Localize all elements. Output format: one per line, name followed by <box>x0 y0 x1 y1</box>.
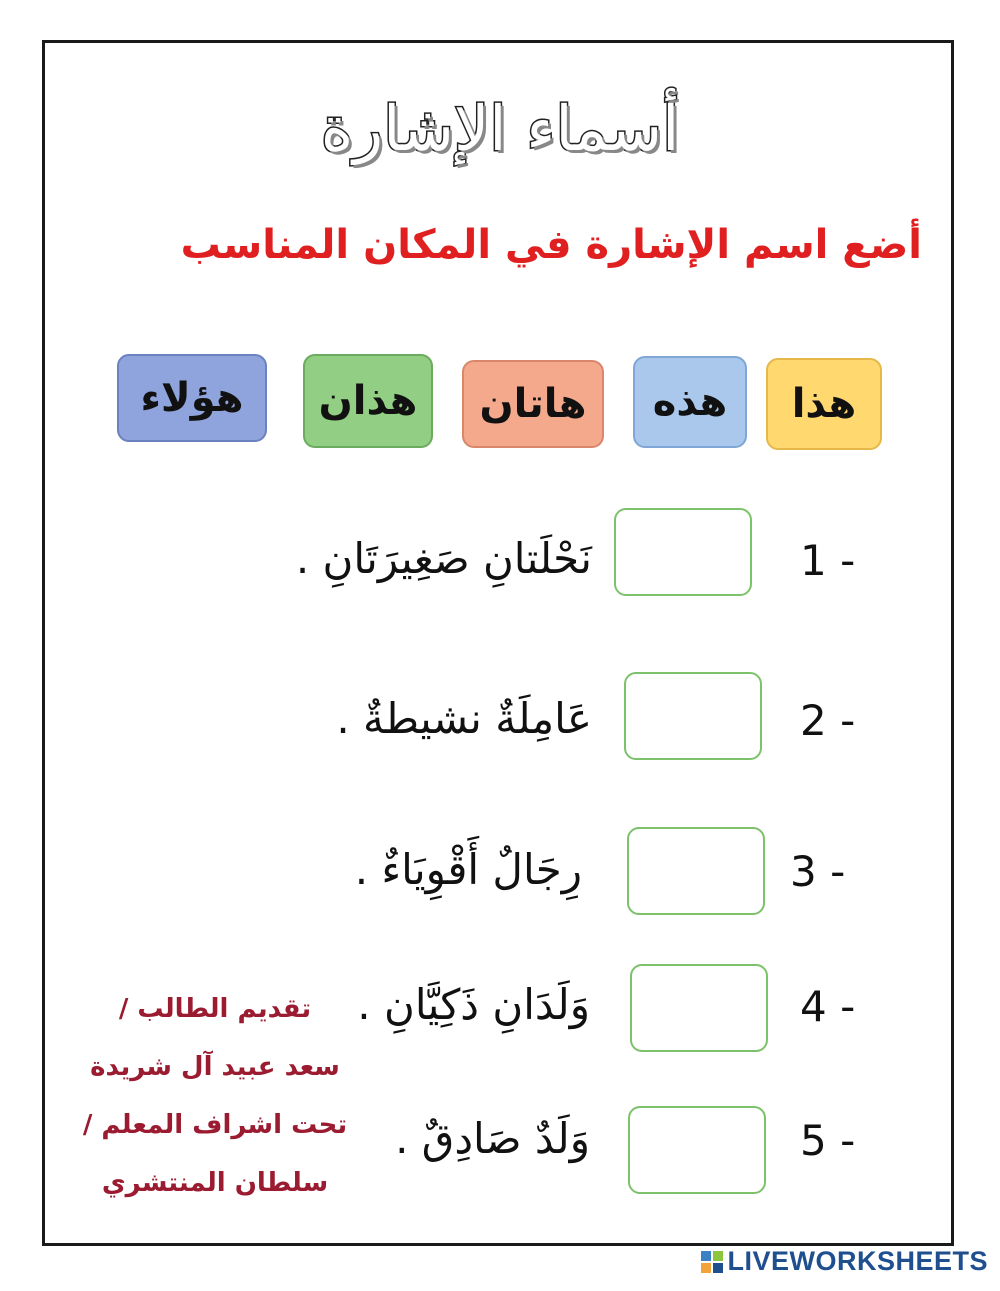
credit-line: تقديم الطالب / <box>118 994 312 1024</box>
brand-name: LIVEWORKSHEETS <box>727 1246 988 1276</box>
question-sentence: نَحْلَتانِ صَغِيرَتَانِ . <box>295 534 592 583</box>
credit-line: سعد عبيد آل شريدة <box>90 1052 340 1082</box>
answer-drop-box-2[interactable] <box>624 672 762 760</box>
credits-block <box>60 980 370 1212</box>
question-row-2 <box>0 672 1000 762</box>
question-number: 5 - <box>800 1116 856 1165</box>
question-row-3 <box>0 827 1000 917</box>
word-chip-hatan[interactable]: هاتان <box>462 360 604 448</box>
question-sentence: وَلَدَانِ ذَكِيَّانِ . <box>357 980 590 1029</box>
answer-drop-box-1[interactable] <box>614 508 752 596</box>
liveworksheets-logo-icon <box>701 1251 723 1273</box>
answer-drop-box-5[interactable] <box>628 1106 766 1194</box>
question-number: 1 - <box>800 536 856 585</box>
instruction-text: أضع اسم الإشارة في المكان المناسب <box>180 222 922 268</box>
question-number: 3 - <box>790 847 846 896</box>
answer-drop-box-3[interactable] <box>627 827 765 915</box>
word-chip-hathan[interactable]: هذان <box>303 354 433 448</box>
question-sentence: وَلَدٌ صَادِقٌ . <box>395 1114 590 1163</box>
question-sentence: رِجَالٌ أَقْوِيَاءٌ . <box>354 845 582 894</box>
question-number: 4 - <box>800 982 856 1031</box>
question-number: 2 - <box>800 696 856 745</box>
liveworksheets-brand[interactable] <box>701 1246 988 1277</box>
credit-line: تحت اشراف المعلم / <box>82 1110 348 1140</box>
credit-line: سلطان المنتشري <box>101 1168 329 1198</box>
word-chip-hathihi[interactable]: هذه <box>633 356 747 448</box>
worksheet-title: أسماء الإشارة <box>320 92 680 165</box>
question-sentence: عَامِلَةٌ نشيطةٌ . <box>336 694 592 743</box>
question-row-1 <box>0 508 1000 598</box>
word-chip-haulai[interactable]: هؤلاء <box>117 354 267 442</box>
word-chip-hatha[interactable]: هذا <box>766 358 882 450</box>
answer-drop-box-4[interactable] <box>630 964 768 1052</box>
